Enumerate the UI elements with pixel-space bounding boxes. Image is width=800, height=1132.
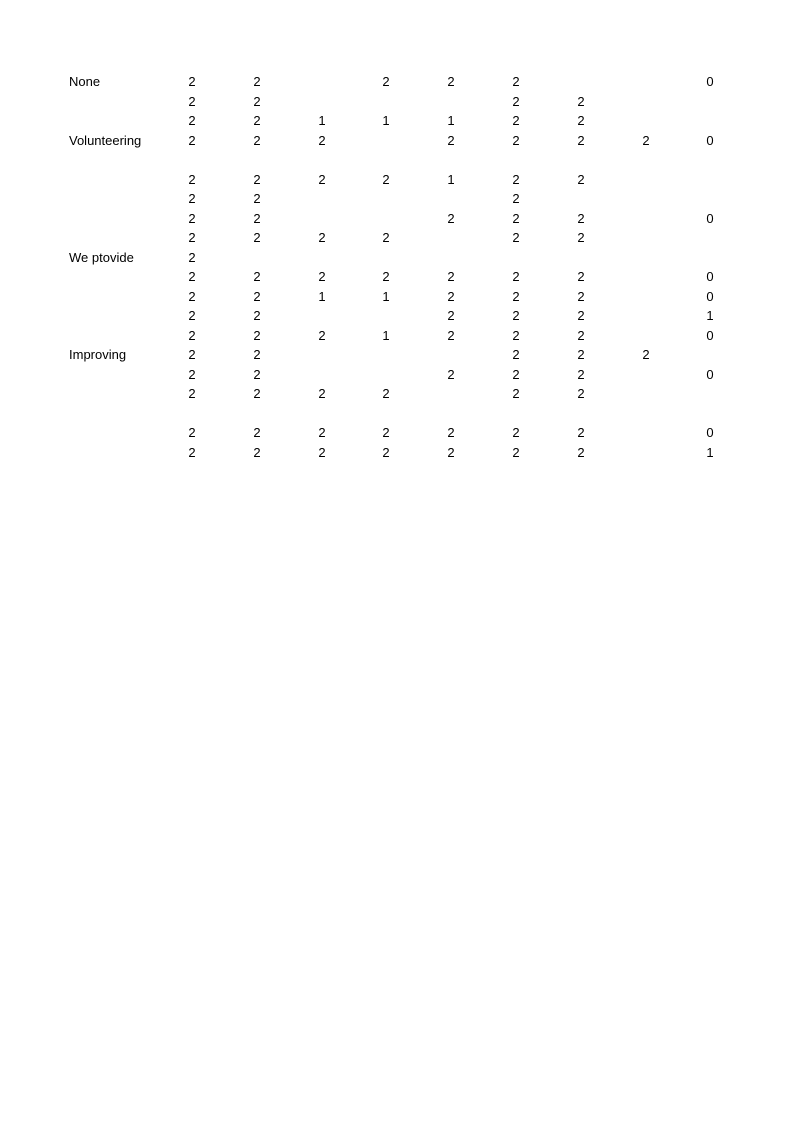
table-cell: 2 [318, 269, 326, 284]
table-row [0, 72, 800, 92]
table-row [0, 111, 800, 131]
table-cell: 2 [253, 191, 261, 206]
table-cell: 2 [188, 171, 196, 187]
table-cell: 1 [447, 113, 455, 128]
table-row [0, 404, 800, 424]
table-cell: 2 [577, 327, 585, 343]
table-cell: 2 [512, 210, 520, 226]
table-cell: 2 [188, 93, 196, 109]
table-cell: 2 [188, 425, 196, 440]
table-cell: 0 [706, 425, 714, 440]
table-cell: 0 [706, 288, 714, 304]
table-cell: 2 [253, 132, 261, 148]
table-cell: 2 [512, 74, 520, 89]
table-cell: 2 [318, 230, 326, 245]
table-cell: 2 [253, 347, 261, 362]
table-cell: 2 [188, 74, 196, 89]
table-cell: 2 [447, 132, 455, 148]
table-cell: 2 [447, 74, 455, 89]
table-cell: 1 [318, 288, 326, 304]
table-cell: 2 [512, 171, 520, 187]
table-cell: 2 [577, 366, 585, 382]
table-cell: 2 [512, 308, 520, 323]
table-cell: 0 [706, 366, 714, 382]
table-cell: 2 [577, 386, 585, 401]
spreadsheet-print [0, 72, 800, 462]
table-cell: 2 [318, 327, 326, 343]
table-cell: 2 [318, 132, 326, 148]
table-row [0, 92, 800, 112]
table-cell: 2 [318, 171, 326, 187]
table-cell: 2 [642, 132, 650, 148]
table-cell: 2 [447, 444, 455, 460]
row-label: Improving [69, 347, 127, 362]
table-cell: 0 [706, 210, 714, 226]
table-cell: 0 [706, 132, 714, 148]
table-cell: 2 [318, 386, 326, 401]
table-cell: 2 [447, 425, 455, 440]
table-cell: 2 [188, 308, 196, 323]
table-cell: 2 [188, 366, 196, 382]
table-cell: 2 [577, 132, 585, 148]
table-cell: 2 [512, 386, 520, 401]
table-cell: 1 [318, 113, 326, 128]
table-cell: 2 [447, 210, 455, 226]
table-cell: 0 [706, 269, 714, 284]
table-row [0, 306, 800, 326]
table-cell: 2 [188, 269, 196, 284]
table-row [0, 384, 800, 404]
table-cell: 2 [577, 347, 585, 362]
table-row [0, 423, 800, 443]
table-cell: 2 [382, 74, 390, 89]
table-cell: 2 [382, 171, 390, 187]
table-cell: 1 [382, 288, 390, 304]
table-row [0, 170, 800, 190]
table-row [0, 345, 800, 365]
table-cell: 1 [447, 171, 455, 187]
table-cell: 2 [253, 308, 261, 323]
table-cell: 2 [512, 444, 520, 460]
table-cell: 2 [447, 327, 455, 343]
table-cell: 2 [512, 288, 520, 304]
table-cell: 2 [253, 327, 261, 343]
table-cell: 2 [577, 444, 585, 460]
table-cell: 2 [382, 425, 390, 440]
table-cell: 2 [577, 93, 585, 109]
table-cell: 2 [447, 366, 455, 382]
table-cell: 2 [188, 132, 196, 148]
table-row [0, 248, 800, 268]
table-row [0, 326, 800, 346]
table-row [0, 131, 800, 151]
table-row [0, 267, 800, 287]
table-cell: 2 [188, 113, 196, 128]
table-cell: 2 [577, 171, 585, 187]
table-row [0, 189, 800, 209]
table-cell: 2 [512, 113, 520, 128]
table-cell: 2 [577, 425, 585, 440]
table-cell: 2 [447, 308, 455, 323]
table-cell: 2 [188, 230, 196, 245]
table-cell: 1 [382, 327, 390, 343]
table-cell: 2 [447, 288, 455, 304]
table-cell: 2 [512, 93, 520, 109]
table-cell: 2 [577, 113, 585, 128]
table-cell: 2 [577, 288, 585, 304]
table-cell: 2 [512, 132, 520, 148]
table-cell: 2 [512, 347, 520, 362]
table-cell: 2 [253, 386, 261, 401]
table-cell: 2 [188, 191, 196, 206]
table-cell: 2 [512, 327, 520, 343]
table-cell: 0 [706, 74, 714, 89]
table-cell: 2 [253, 93, 261, 109]
table-cell: 2 [382, 386, 390, 401]
table-cell: 2 [188, 444, 196, 460]
table-cell: 2 [382, 444, 390, 460]
table-cell: 2 [382, 269, 390, 284]
table-row [0, 443, 800, 463]
table-cell: 2 [188, 386, 196, 401]
table-cell: 2 [253, 269, 261, 284]
table-cell: 0 [706, 327, 714, 343]
table-cell: 2 [253, 113, 261, 128]
table-cell: 2 [188, 210, 196, 226]
table-cell: 2 [188, 327, 196, 343]
table-cell: 2 [447, 269, 455, 284]
table-cell: 2 [318, 444, 326, 460]
row-label: None [69, 74, 101, 89]
table-cell: 2 [577, 269, 585, 284]
table-cell: 2 [188, 288, 196, 304]
table-cell: 2 [253, 171, 261, 187]
table-row [0, 287, 800, 307]
table-cell: 2 [382, 230, 390, 245]
table-row [0, 228, 800, 248]
table-cell: 2 [253, 425, 261, 440]
table-cell: 2 [318, 425, 326, 440]
table-cell: 2 [642, 347, 650, 362]
table-row [0, 209, 800, 229]
table-cell: 2 [577, 308, 585, 323]
table-cell: 1 [706, 444, 714, 460]
table-cell: 2 [512, 269, 520, 284]
table-cell: 2 [253, 288, 261, 304]
table-cell: 2 [188, 249, 196, 265]
table-cell: 2 [253, 230, 261, 245]
table-cell: 2 [512, 191, 520, 206]
table-cell: 2 [512, 425, 520, 440]
table-cell: 2 [577, 210, 585, 226]
table-cell: 1 [382, 113, 390, 128]
table-cell: 2 [188, 347, 196, 362]
table-cell: 2 [253, 444, 261, 460]
row-label: Volunteering [69, 132, 142, 148]
row-label: We ptovide [69, 249, 134, 265]
table-cell: 2 [577, 230, 585, 245]
table-cell: 2 [512, 366, 520, 382]
table-cell: 2 [512, 230, 520, 245]
table-cell: 1 [706, 308, 714, 323]
table-row [0, 150, 800, 170]
table-cell: 2 [253, 74, 261, 89]
table-row [0, 365, 800, 385]
table-cell: 2 [253, 210, 261, 226]
table-cell: 2 [253, 366, 261, 382]
